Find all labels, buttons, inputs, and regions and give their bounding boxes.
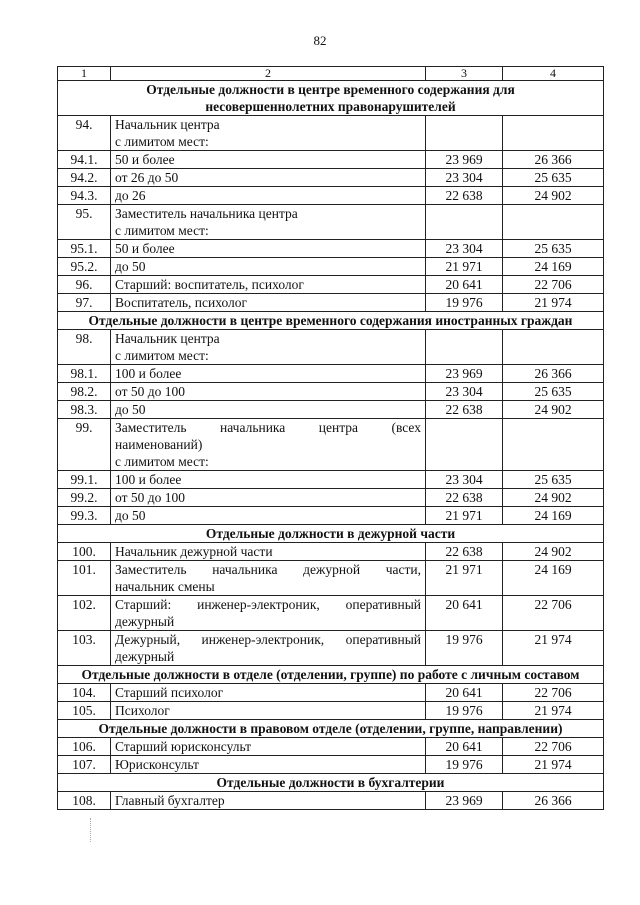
position-title-line: дежурный [115,614,175,629]
position-title-line: Старший психолог [115,685,224,700]
position-title-line: с лимитом мест: [115,134,209,149]
salary-value-col3: 23 969 [426,365,503,383]
position-title-line: Заместитель начальника центра (всех [115,420,421,435]
row-number: 94.2. [58,169,111,187]
section-header-row [58,81,604,116]
table-body [58,81,604,810]
position-title [111,116,426,151]
position-title-line: Заместитель начальника центра [115,206,298,221]
salary-value-col4: 24 169 [503,507,604,525]
table-row [58,240,604,258]
position-title-line: Старший: воспитатель, психолог [115,277,304,292]
table-row [58,276,604,294]
position-title [111,187,426,205]
salary-value-col4: 21 974 [503,756,604,774]
section-title-line: Отдельные должности в бухгалтерии [216,775,445,790]
salary-value-col4: 22 706 [503,596,604,631]
row-number: 95. [58,205,111,240]
table-row [58,738,604,756]
position-title [111,240,426,258]
table-row [58,792,604,810]
salary-value-col4: 24 169 [503,258,604,276]
salary-value-col3 [426,330,503,365]
position-title [111,258,426,276]
salary-value-col3: 23 304 [426,471,503,489]
salary-value-col4: 22 706 [503,276,604,294]
position-title-line: Заместитель начальника дежурной части, [115,562,421,577]
position-title [111,792,426,810]
table-row [58,543,604,561]
column-header-1: 1 [58,67,111,81]
salary-value-col4 [503,205,604,240]
section-title-line: Отдельные должности в правовом отделе (отделении, группе, направлении) [98,721,563,736]
position-title-line: начальник смены [115,579,215,594]
row-number: 99.2. [58,489,111,507]
row-number: 105. [58,702,111,720]
position-title-line: Психолог [115,703,170,718]
section-title [58,774,604,792]
position-title-line: дежурный [115,649,175,664]
table-row [58,702,604,720]
scan-mark [90,818,97,842]
section-title [58,720,604,738]
table-row [58,507,604,525]
salary-value-col4 [503,419,604,471]
salary-value-col3: 23 304 [426,240,503,258]
table-row [58,258,604,276]
row-number: 98.1. [58,365,111,383]
table-row [58,169,604,187]
salary-value-col4: 25 635 [503,471,604,489]
salary-value-col4: 24 169 [503,561,604,596]
table-row [58,471,604,489]
position-title [111,276,426,294]
salary-value-col4 [503,330,604,365]
position-title [111,205,426,240]
position-title-line: Начальник центра [115,331,220,346]
table-row [58,561,604,596]
table-row [58,596,604,631]
table-row [58,756,604,774]
row-number: 107. [58,756,111,774]
position-title-line: Начальник дежурной части [115,544,273,559]
section-header-row [58,525,604,543]
salary-value-col4: 22 706 [503,738,604,756]
section-title-line: Отдельные должности в центре временного содержания для [146,82,515,97]
position-title [111,756,426,774]
salary-value-col3: 20 641 [426,276,503,294]
position-title [111,365,426,383]
table-row [58,187,604,205]
position-title [111,294,426,312]
table-row [58,383,604,401]
row-number: 98.2. [58,383,111,401]
table-row [58,489,604,507]
section-header-row [58,666,604,684]
position-title [111,151,426,169]
row-number: 96. [58,276,111,294]
salary-value-col3: 23 304 [426,169,503,187]
position-title-line: Главный бухгалтер [115,793,225,808]
salary-value-col4: 22 706 [503,684,604,702]
page-number: 82 [313,33,327,48]
position-title [111,507,426,525]
row-number: 102. [58,596,111,631]
salary-value-col3: 22 638 [426,489,503,507]
row-number: 94. [58,116,111,151]
position-title-line: Юрисконсульт [115,757,199,772]
position-title-line: с лимитом мест: [115,223,209,238]
row-number: 95.2. [58,258,111,276]
section-title-line: Отдельные должности в отделе (отделении, группе) по работе с личным составом [81,667,580,682]
salary-value-col4: 24 902 [503,187,604,205]
salary-value-col3: 19 976 [426,702,503,720]
row-number: 100. [58,543,111,561]
salary-value-col4: 25 635 [503,383,604,401]
salary-value-col3: 23 969 [426,151,503,169]
position-title-line: с лимитом мест: [115,454,209,469]
table-row [58,631,604,666]
salary-value-col3: 22 638 [426,401,503,419]
position-title [111,489,426,507]
section-title-line: Отдельные должности в центре временного содержания иностранных граждан [88,313,573,328]
section-title [58,81,604,116]
position-title-line: Начальник центра [115,117,220,132]
position-title [111,543,426,561]
row-number: 101. [58,561,111,596]
table-row [58,401,604,419]
position-title [111,401,426,419]
salary-value-col4: 24 902 [503,401,604,419]
salary-value-col3: 19 976 [426,631,503,666]
row-number: 103. [58,631,111,666]
position-title-line: 100 и более [115,472,182,487]
position-title [111,169,426,187]
position-title-line: от 50 до 100 [115,490,185,505]
position-title-line: до 50 [115,259,146,274]
table-row [58,151,604,169]
position-title-line: наименований) [115,437,203,452]
section-header-row [58,774,604,792]
position-title [111,738,426,756]
position-title [111,631,426,666]
row-number: 99.1. [58,471,111,489]
salary-value-col4: 24 902 [503,489,604,507]
table-row [58,684,604,702]
salary-value-col3: 21 971 [426,561,503,596]
table-row [58,205,604,240]
position-title-line: Дежурный, инженер-электроник, оперативный [115,632,421,647]
row-number: 94.1. [58,151,111,169]
row-number: 108. [58,792,111,810]
salary-value-col3: 21 971 [426,258,503,276]
salary-value-col4: 21 974 [503,631,604,666]
salary-value-col4: 26 366 [503,151,604,169]
row-number: 99.3. [58,507,111,525]
row-number: 104. [58,684,111,702]
salary-value-col3: 22 638 [426,543,503,561]
position-title [111,330,426,365]
position-title [111,471,426,489]
salary-value-col3 [426,116,503,151]
salary-value-col4: 25 635 [503,240,604,258]
section-header-row [58,720,604,738]
salary-value-col4: 21 974 [503,294,604,312]
position-title-line: 50 и более [115,152,175,167]
salary-value-col4: 25 635 [503,169,604,187]
salary-value-col4: 24 902 [503,543,604,561]
position-title-line: Старший юрисконсульт [115,739,252,754]
row-number: 95.1. [58,240,111,258]
row-number: 99. [58,419,111,471]
table-header-row [58,67,604,81]
position-title-line: от 50 до 100 [115,384,185,399]
position-title-line: Старший: инженер-электроник, оперативный [115,597,421,612]
row-number: 98.3. [58,401,111,419]
position-title [111,419,426,471]
section-title-line: Отдельные должности в дежурной части [205,526,456,541]
table-row [58,330,604,365]
salary-value-col3: 23 969 [426,792,503,810]
position-title [111,684,426,702]
position-title-line: до 50 [115,508,146,523]
salary-value-col3: 20 641 [426,738,503,756]
salary-value-col3: 20 641 [426,596,503,631]
position-title [111,561,426,596]
position-title-line: до 26 [115,188,146,203]
section-title [58,525,604,543]
position-title-line: 100 и более [115,366,182,381]
salary-value-col3: 21 971 [426,507,503,525]
salary-value-col4: 26 366 [503,365,604,383]
salary-value-col3: 20 641 [426,684,503,702]
row-number: 97. [58,294,111,312]
table-row [58,419,604,471]
salary-value-col3: 23 304 [426,383,503,401]
column-header-4: 4 [503,67,604,81]
salary-value-col3 [426,205,503,240]
row-number: 98. [58,330,111,365]
position-title [111,596,426,631]
position-title-line: с лимитом мест: [115,348,209,363]
salary-value-col3: 19 976 [426,756,503,774]
table-row [58,116,604,151]
position-title-line: Воспитатель, психолог [115,295,248,310]
salary-value-col4: 21 974 [503,702,604,720]
position-title-line: до 50 [115,402,146,417]
position-title-line: 50 и более [115,241,175,256]
section-header-row [58,312,604,330]
salary-value-col4: 26 366 [503,792,604,810]
position-title [111,383,426,401]
salary-table [57,66,604,810]
salary-value-col3: 22 638 [426,187,503,205]
table-row [58,294,604,312]
section-title [58,312,604,330]
row-number: 106. [58,738,111,756]
salary-value-col4 [503,116,604,151]
salary-value-col3: 19 976 [426,294,503,312]
column-header-2: 2 [111,67,426,81]
position-title [111,702,426,720]
position-title-line: от 26 до 50 [115,170,179,185]
section-title-line: несовершеннолетних правонарушителей [205,99,456,114]
section-title [58,666,604,684]
table-row [58,365,604,383]
column-header-3: 3 [426,67,503,81]
salary-value-col3 [426,419,503,471]
row-number: 94.3. [58,187,111,205]
